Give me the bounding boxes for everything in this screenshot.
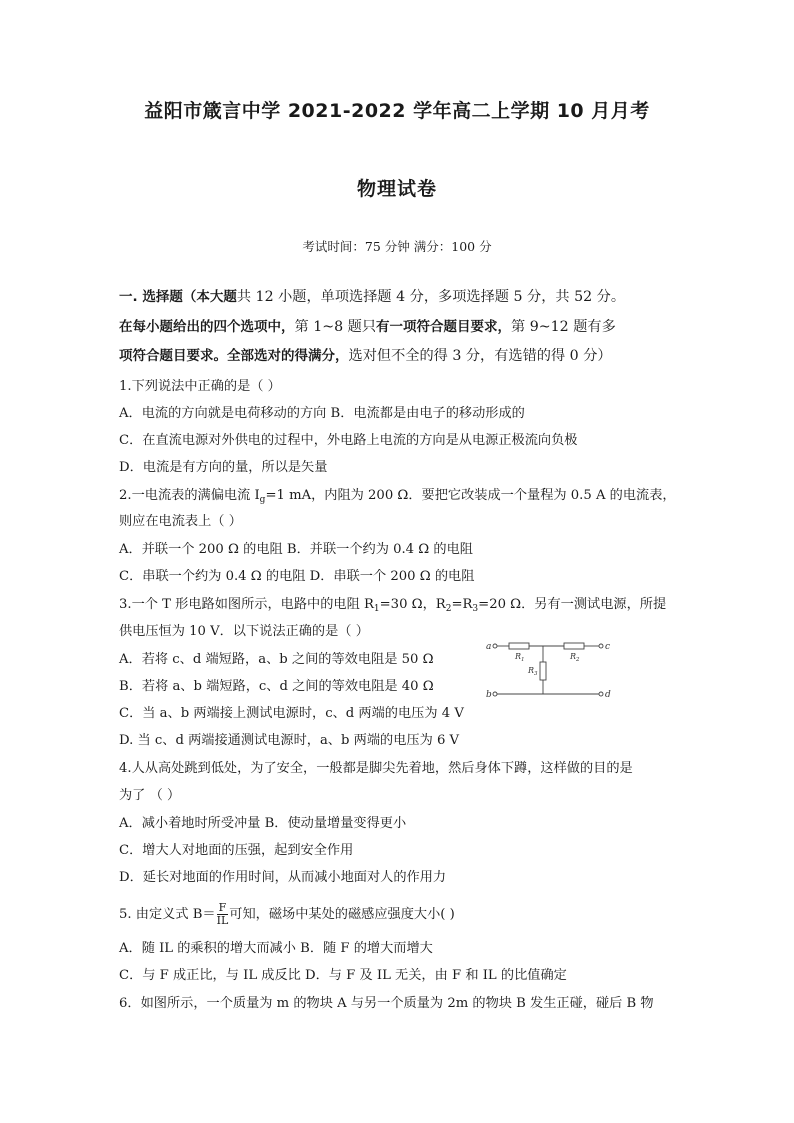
q1-option-ab: A．电流的方向就是电荷移动的方向 B．电流都是由电子的移动形成的 [119, 406, 525, 421]
q2-stem-text: 2.一电流表的满偏电流 I [119, 488, 260, 503]
resistor-r2 [564, 643, 584, 649]
terminal-b [493, 692, 497, 696]
q1-option-d: D．电流是有方向的量，所以是矢量 [119, 460, 328, 475]
exam-subtitle: 物理试卷 [356, 178, 437, 200]
q1-stem: 1.下列说法中正确的是（ ） [119, 379, 281, 394]
q4-option-d: D．延长对地面的作用时间，从而减小地面对人的作用力 [119, 870, 447, 885]
q3-option-a: A．若将 c、d 端短路，a、b 之间的等效电阻是 50 Ω [119, 652, 434, 667]
terminal-c [599, 644, 603, 648]
q5-stem-text: 5. 由定义式 B＝ [119, 907, 216, 922]
q5-stem-text: 可知，磁场中某处的磁感应强度大小( ) [229, 907, 455, 922]
fraction-denominator: IL [216, 914, 229, 927]
section-heading-bold: 有一项符合题目要求， [376, 319, 512, 335]
q3-option-d: D. 当 c、d 两端接通测试电源时，a、b 两端的电压为 6 V [119, 733, 460, 748]
terminal-d [599, 692, 603, 696]
q3-stem-text: =30 Ω，R [379, 597, 446, 612]
q6-stem: 6．如图所示，一个质量为 m 的物块 A 与另一个质量为 2m 的物块 B 发生正碰，碰后 B 物 [119, 996, 654, 1011]
section-heading-prefix: 一. 选择题（ [119, 289, 197, 305]
resistor-r1 [509, 643, 529, 649]
terminal-a [493, 644, 497, 648]
q3-stem-text: 3.一个 T 形电路如图所示，电路中的电阻 R [119, 597, 374, 612]
q5-option-ab: A．随 IL 的乘积的增大而减小 B．随 F 的增大而增大 [119, 941, 433, 956]
resistor-r3 [540, 662, 546, 680]
q2-stem-text: =1 mA，内阻为 200 Ω．要把它改装成一个量程为 0.5 A 的电流表， [265, 488, 676, 503]
q3-subscript: 1 [373, 604, 380, 614]
label-r2: $R_2$ [570, 652, 580, 663]
q5-stem [119, 902, 455, 927]
section-heading-bold: 项符合题目要求。全部选对的得满分， [119, 348, 349, 364]
q3-subscript: 3 [472, 604, 479, 614]
section-heading-line-3 [119, 347, 612, 365]
label-r1: $R_1$ [515, 652, 525, 663]
q2-stem [119, 487, 676, 505]
q5-option-cd: C．与 F 成正比，与 IL 成反比 D．与 F 及 IL 无关，由 F 和 IL 的比值确定 [119, 968, 567, 983]
q2-subscript: g [259, 495, 266, 505]
section-heading-bold: 本大题 [196, 289, 237, 305]
section-heading-line-1 [119, 288, 625, 306]
q1-option-c: C．在直流电源对外供电的过程中，外电路上电流的方向是从电源正极流向负极 [119, 433, 578, 448]
section-heading-bold: 在每小题给出的四个选项中， [119, 319, 295, 335]
q3-subscript: 2 [445, 604, 452, 614]
label-d: d [605, 690, 611, 700]
q4-option-ab: A．减小着地时所受冲量 B．使动量增量变得更小 [119, 816, 407, 831]
q3-stem [119, 596, 666, 614]
q3-option-b: B．若将 a、b 端短路，c、d 之间的等效电阻是 40 Ω [119, 679, 434, 694]
q4-option-c: C．增大人对地面的压强，起到安全作用 [119, 843, 354, 858]
q3-stem-text: =R [451, 597, 473, 612]
q5-fraction [217, 902, 229, 927]
fraction-numerator: F [217, 902, 229, 915]
q4-stem: 4.人从高处跳到低处，为了安全，一般都是脚尖先着地，然后身体下蹲，这样做的目的是 [119, 761, 633, 776]
q3-option-c: C．当 a、b 两端接上测试电源时，c、d 两端的电压为 4 V [119, 706, 464, 721]
q4-stem-line-2: 为了 （ ） [119, 788, 181, 803]
q2-stem-line-2: 则应在电流表上（ ） [119, 514, 242, 529]
t-circuit-diagram [484, 636, 616, 704]
section-heading-text: 共 12 小题，单项选择题 4 分，多项选择题 5 分，共 52 分。 [236, 289, 626, 305]
q2-option-cd: C．串联一个约为 0.4 Ω 的电阻 D．串联一个 200 Ω 的电阻 [119, 569, 475, 584]
q2-option-ab: A．并联一个 200 Ω 的电阻 B．并联一个约为 0.4 Ω 的电阻 [119, 542, 473, 557]
section-heading-text: 选对但不全的得 3 分，有选错的得 0 分） [348, 348, 612, 364]
q3-stem-text: =20 Ω．另有一测试电源，所提 [478, 597, 667, 612]
section-heading-line-2 [119, 318, 616, 336]
section-heading-text: 第 9~12 题有多 [511, 319, 616, 335]
section-heading-text: 第 1~8 题只 [294, 319, 377, 335]
exam-title: 益阳市箴言中学 2021-2022 学年高二上学期 10 月月考 [144, 100, 650, 122]
exam-info: 考试时间：75 分钟 满分：100 分 [302, 239, 492, 254]
label-b: b [486, 690, 492, 700]
q3-stem-line-2: 供电压恒为 10 V．以下说法正确的是（ ） [119, 624, 369, 639]
label-c: c [605, 642, 611, 652]
label-a: a [486, 642, 492, 652]
label-r3: $R_3$ [528, 666, 538, 677]
